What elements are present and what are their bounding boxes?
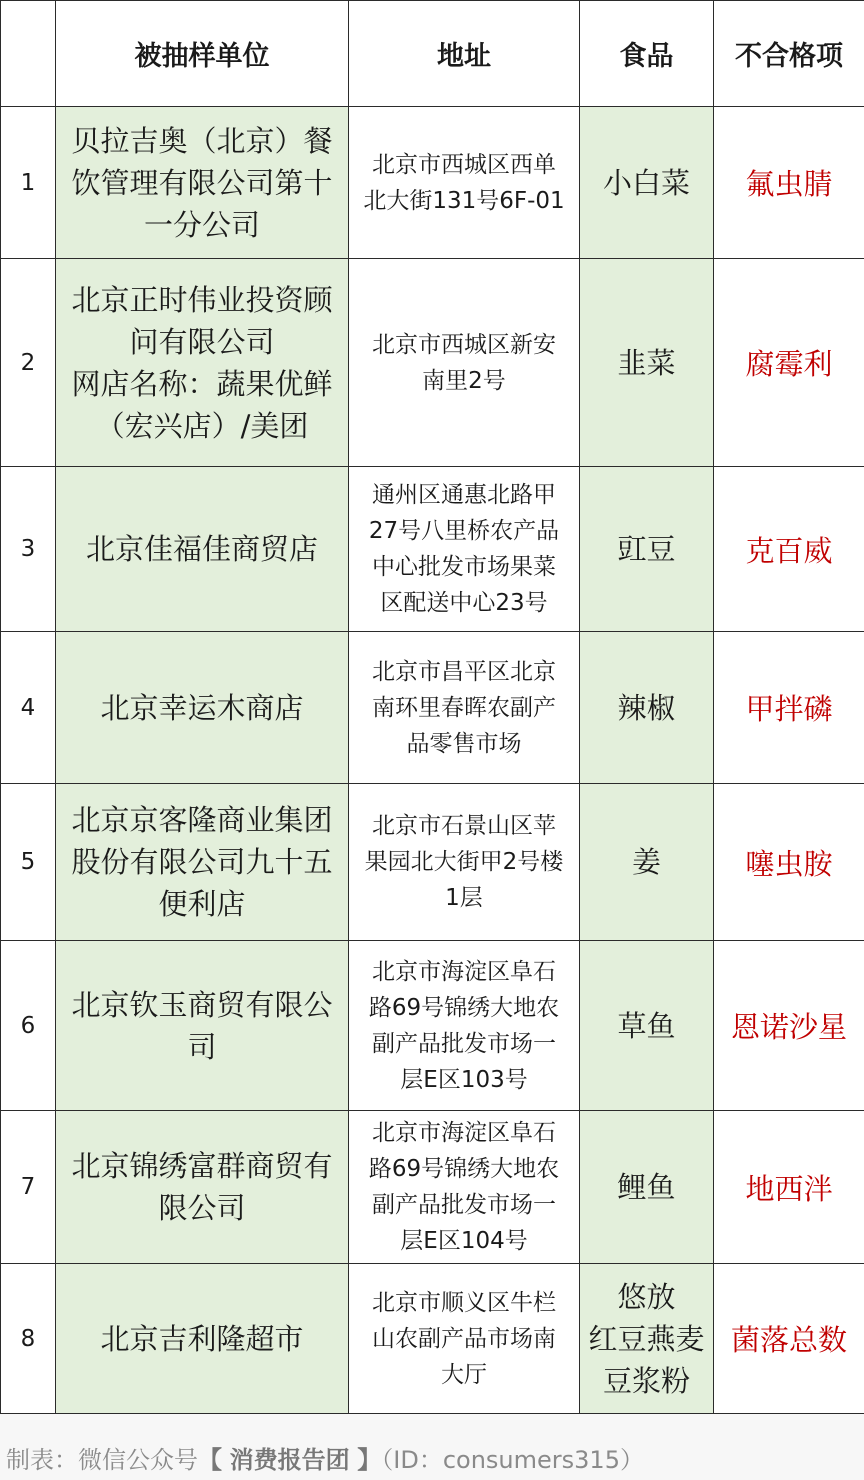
sampled-unit: 北京正时伟业投资顾 问有限公司 网店名称：蔬果优鲜 （宏兴店）/美团 bbox=[56, 259, 349, 467]
header-failed-item: 不合格项 bbox=[714, 1, 864, 107]
food: 悠放 红豆燕麦 豆浆粉 bbox=[580, 1264, 714, 1414]
address: 通州区通惠北路甲 27号八里桥农产品 中心批发市场果菜 区配送中心23号 bbox=[349, 467, 580, 632]
sampled-unit: 贝拉吉奥（北京）餐 饮管理有限公司第十 一分公司 bbox=[56, 107, 349, 259]
food: 豇豆 bbox=[580, 467, 714, 632]
failed-item: 菌落总数 bbox=[714, 1264, 864, 1414]
table-credit bbox=[0, 1414, 864, 1480]
row-number: 7 bbox=[1, 1111, 56, 1264]
table-row bbox=[1, 784, 864, 941]
row-number: 1 bbox=[1, 107, 56, 259]
address: 北京市西城区西单 北大街131号6F-01 bbox=[349, 107, 580, 259]
address: 北京市昌平区北京 南环里春晖农副产 品零售市场 bbox=[349, 632, 580, 784]
address: 北京市西城区新安 南里2号 bbox=[349, 259, 580, 467]
food: 辣椒 bbox=[580, 632, 714, 784]
sampled-unit: 北京吉利隆超市 bbox=[56, 1264, 349, 1414]
credit-account-name: 消费报告团 bbox=[229, 1446, 350, 1474]
table-row bbox=[1, 107, 864, 259]
credit-open-bracket: 【 bbox=[198, 1446, 222, 1474]
header-address: 地址 bbox=[349, 1, 580, 107]
table-row bbox=[1, 1264, 864, 1414]
failed-item: 克百威 bbox=[714, 467, 864, 632]
row-number: 3 bbox=[1, 467, 56, 632]
address: 北京市海淀区阜石 路69号锦绣大地农 副产品批发市场一 层E区103号 bbox=[349, 941, 580, 1111]
food: 姜 bbox=[580, 784, 714, 941]
food: 鲤鱼 bbox=[580, 1111, 714, 1264]
row-number: 6 bbox=[1, 941, 56, 1111]
header-index bbox=[1, 1, 56, 107]
table-row bbox=[1, 1111, 864, 1264]
address: 北京市顺义区牛栏 山农副产品市场南 大厅 bbox=[349, 1264, 580, 1414]
failed-item: 腐霉利 bbox=[714, 259, 864, 467]
failed-item: 甲拌磷 bbox=[714, 632, 864, 784]
failed-item: 氟虫腈 bbox=[714, 107, 864, 259]
sampled-unit: 北京京客隆商业集团 股份有限公司九十五 便利店 bbox=[56, 784, 349, 941]
failed-item: 恩诺沙星 bbox=[714, 941, 864, 1111]
failed-item: 噻虫胺 bbox=[714, 784, 864, 941]
credit-prefix: 制表：微信公众号 bbox=[6, 1446, 198, 1474]
food: 小白菜 bbox=[580, 107, 714, 259]
credit-account-id: （ID：consumers315） bbox=[381, 1446, 644, 1474]
food: 草鱼 bbox=[580, 941, 714, 1111]
failed-item: 地西泮 bbox=[714, 1111, 864, 1264]
table-row bbox=[1, 941, 864, 1111]
header-row bbox=[1, 1, 864, 107]
address: 北京市海淀区阜石 路69号锦绣大地农 副产品批发市场一 层E区104号 bbox=[349, 1111, 580, 1264]
header-food: 食品 bbox=[580, 1, 714, 107]
table-row bbox=[1, 467, 864, 632]
food: 韭菜 bbox=[580, 259, 714, 467]
sampled-unit: 北京佳福佳商贸店 bbox=[56, 467, 349, 632]
row-number: 4 bbox=[1, 632, 56, 784]
address: 北京市石景山区苹 果园北大街甲2号楼 1层 bbox=[349, 784, 580, 941]
sampled-unit: 北京锦绣富群商贸有 限公司 bbox=[56, 1111, 349, 1264]
table-row bbox=[1, 632, 864, 784]
header-unit: 被抽样单位 bbox=[56, 1, 349, 107]
row-number: 2 bbox=[1, 259, 56, 467]
sampled-unit: 北京钦玉商贸有限公 司 bbox=[56, 941, 349, 1111]
row-number: 5 bbox=[1, 784, 56, 941]
table-row bbox=[1, 259, 864, 467]
sampled-unit: 北京幸运木商店 bbox=[56, 632, 349, 784]
row-number: 8 bbox=[1, 1264, 56, 1414]
credit-close-bracket: 】 bbox=[357, 1446, 382, 1474]
